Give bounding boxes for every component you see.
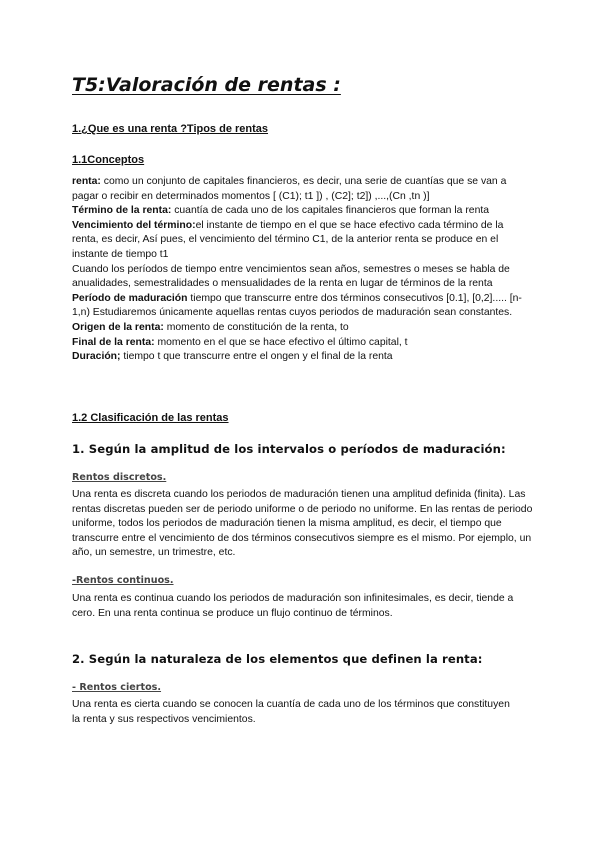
section-1-heading: 1.¿Que es una renta ?Tipos de rentas	[72, 123, 269, 135]
paragraph-text: Una renta es continua cuando los periodos de maduración son infinitesimales, es decir, tiende a cero. En una renta continua se produce un flujo continuo de términos.	[72, 593, 514, 619]
concept-term: Origen de la renta:	[72, 321, 164, 333]
rentas-ciertas-label: - Rentos ciertos.	[72, 682, 162, 693]
rentas-continuas-paragraph	[72, 592, 527, 621]
concept-text: Cuando los períodos de tiempo entre vencimientos sean años, semestres o meses se habla de anualidades, semestralidades o mensualidades de la renta en lugar de términos de la renta	[72, 263, 510, 290]
classification-2-heading: 2. Según la naturaleza de los elementos que definen la renta:	[72, 652, 483, 666]
subsection-1-2-heading: 1.2 Clasificación de las rentas	[72, 412, 229, 424]
paragraph-text: Una renta es discreta cuando los periodos de maduración tienen una amplitud definida (finita). Las rentas discretas pueden ser de periodo uniforme o de periodo no uniforme. En las rentas de periodo uniforme, todos los periodos de maduración tienen la misma amplitud, es decir, el tiempo que transcurre entre el vencimiento de dos términos consecutivos siempre es el mismo. Por ejemplo, un año, un semestre, un trimestre, etc.	[72, 489, 533, 559]
concept-item	[72, 263, 532, 292]
rentas-ciertas-paragraph	[72, 698, 512, 727]
concepts-block	[72, 175, 532, 365]
classification-1-heading: 1. Según la amplitud de los intervalos o períodos de maduración:	[72, 442, 506, 456]
concept-item	[72, 350, 532, 365]
subsection-1-1-heading: 1.1Conceptos	[72, 154, 145, 166]
rentas-discretas-paragraph	[72, 488, 534, 561]
document-title: T5:Valoración de rentas :	[72, 74, 341, 96]
concept-term: Término de la renta:	[72, 205, 172, 217]
concept-item	[72, 219, 532, 263]
rentas-continuas-label: -Rentos continuos.	[72, 575, 174, 586]
concept-term: Período de maduración	[72, 292, 188, 304]
concept-text: tiempo que transcurre entre dos términos consecutivos [0.1], [0,2]..... [n-1,n) Estudiaremos únicamente aquellas rentas cuyos periodos de maduración sean constantes.	[72, 292, 522, 319]
concept-term: Final de la renta:	[72, 336, 155, 348]
concept-text: momento de constitución de la renta, to	[163, 321, 349, 333]
concept-item	[72, 204, 532, 219]
concept-text: tiempo t que transcurre entre el ongen y el final de la renta	[120, 351, 393, 363]
concept-term: renta:	[72, 176, 101, 187]
paragraph-text: Una renta es cierta cuando se conocen la cuantía de cada uno de los términos que constituyen la renta y sus respectivos vencimientos.	[72, 699, 510, 725]
concept-term: Duración;	[72, 351, 121, 363]
concept-item	[72, 336, 532, 351]
concept-text: como un conjunto de capitales financieros, es decir, una serie de cuantías que se van a pagar o recibir en determinados momentos [ (C1); t1 ]) , (C2]; t2]) ,...,(Cn ,tn )]	[72, 176, 507, 202]
concept-term: Vencimiento del término:	[72, 219, 196, 231]
rentas-discretas-label: Rentos discretos.	[72, 472, 167, 483]
concept-text: cuantía de cada uno de los capitales financieros que forman la renta	[171, 205, 490, 217]
concept-item	[72, 321, 532, 336]
concept-text: momento en el que se hace efectivo el último capital, t	[154, 336, 408, 348]
concept-item	[72, 175, 532, 204]
concept-item	[72, 292, 532, 321]
concept-text: el instante de tiempo en el que se hace efectivo cada término de la renta, es decir, Así pues, el vencimiento del término C1, de la anterior renta se produce en el instante de tiempo t1	[72, 219, 504, 260]
